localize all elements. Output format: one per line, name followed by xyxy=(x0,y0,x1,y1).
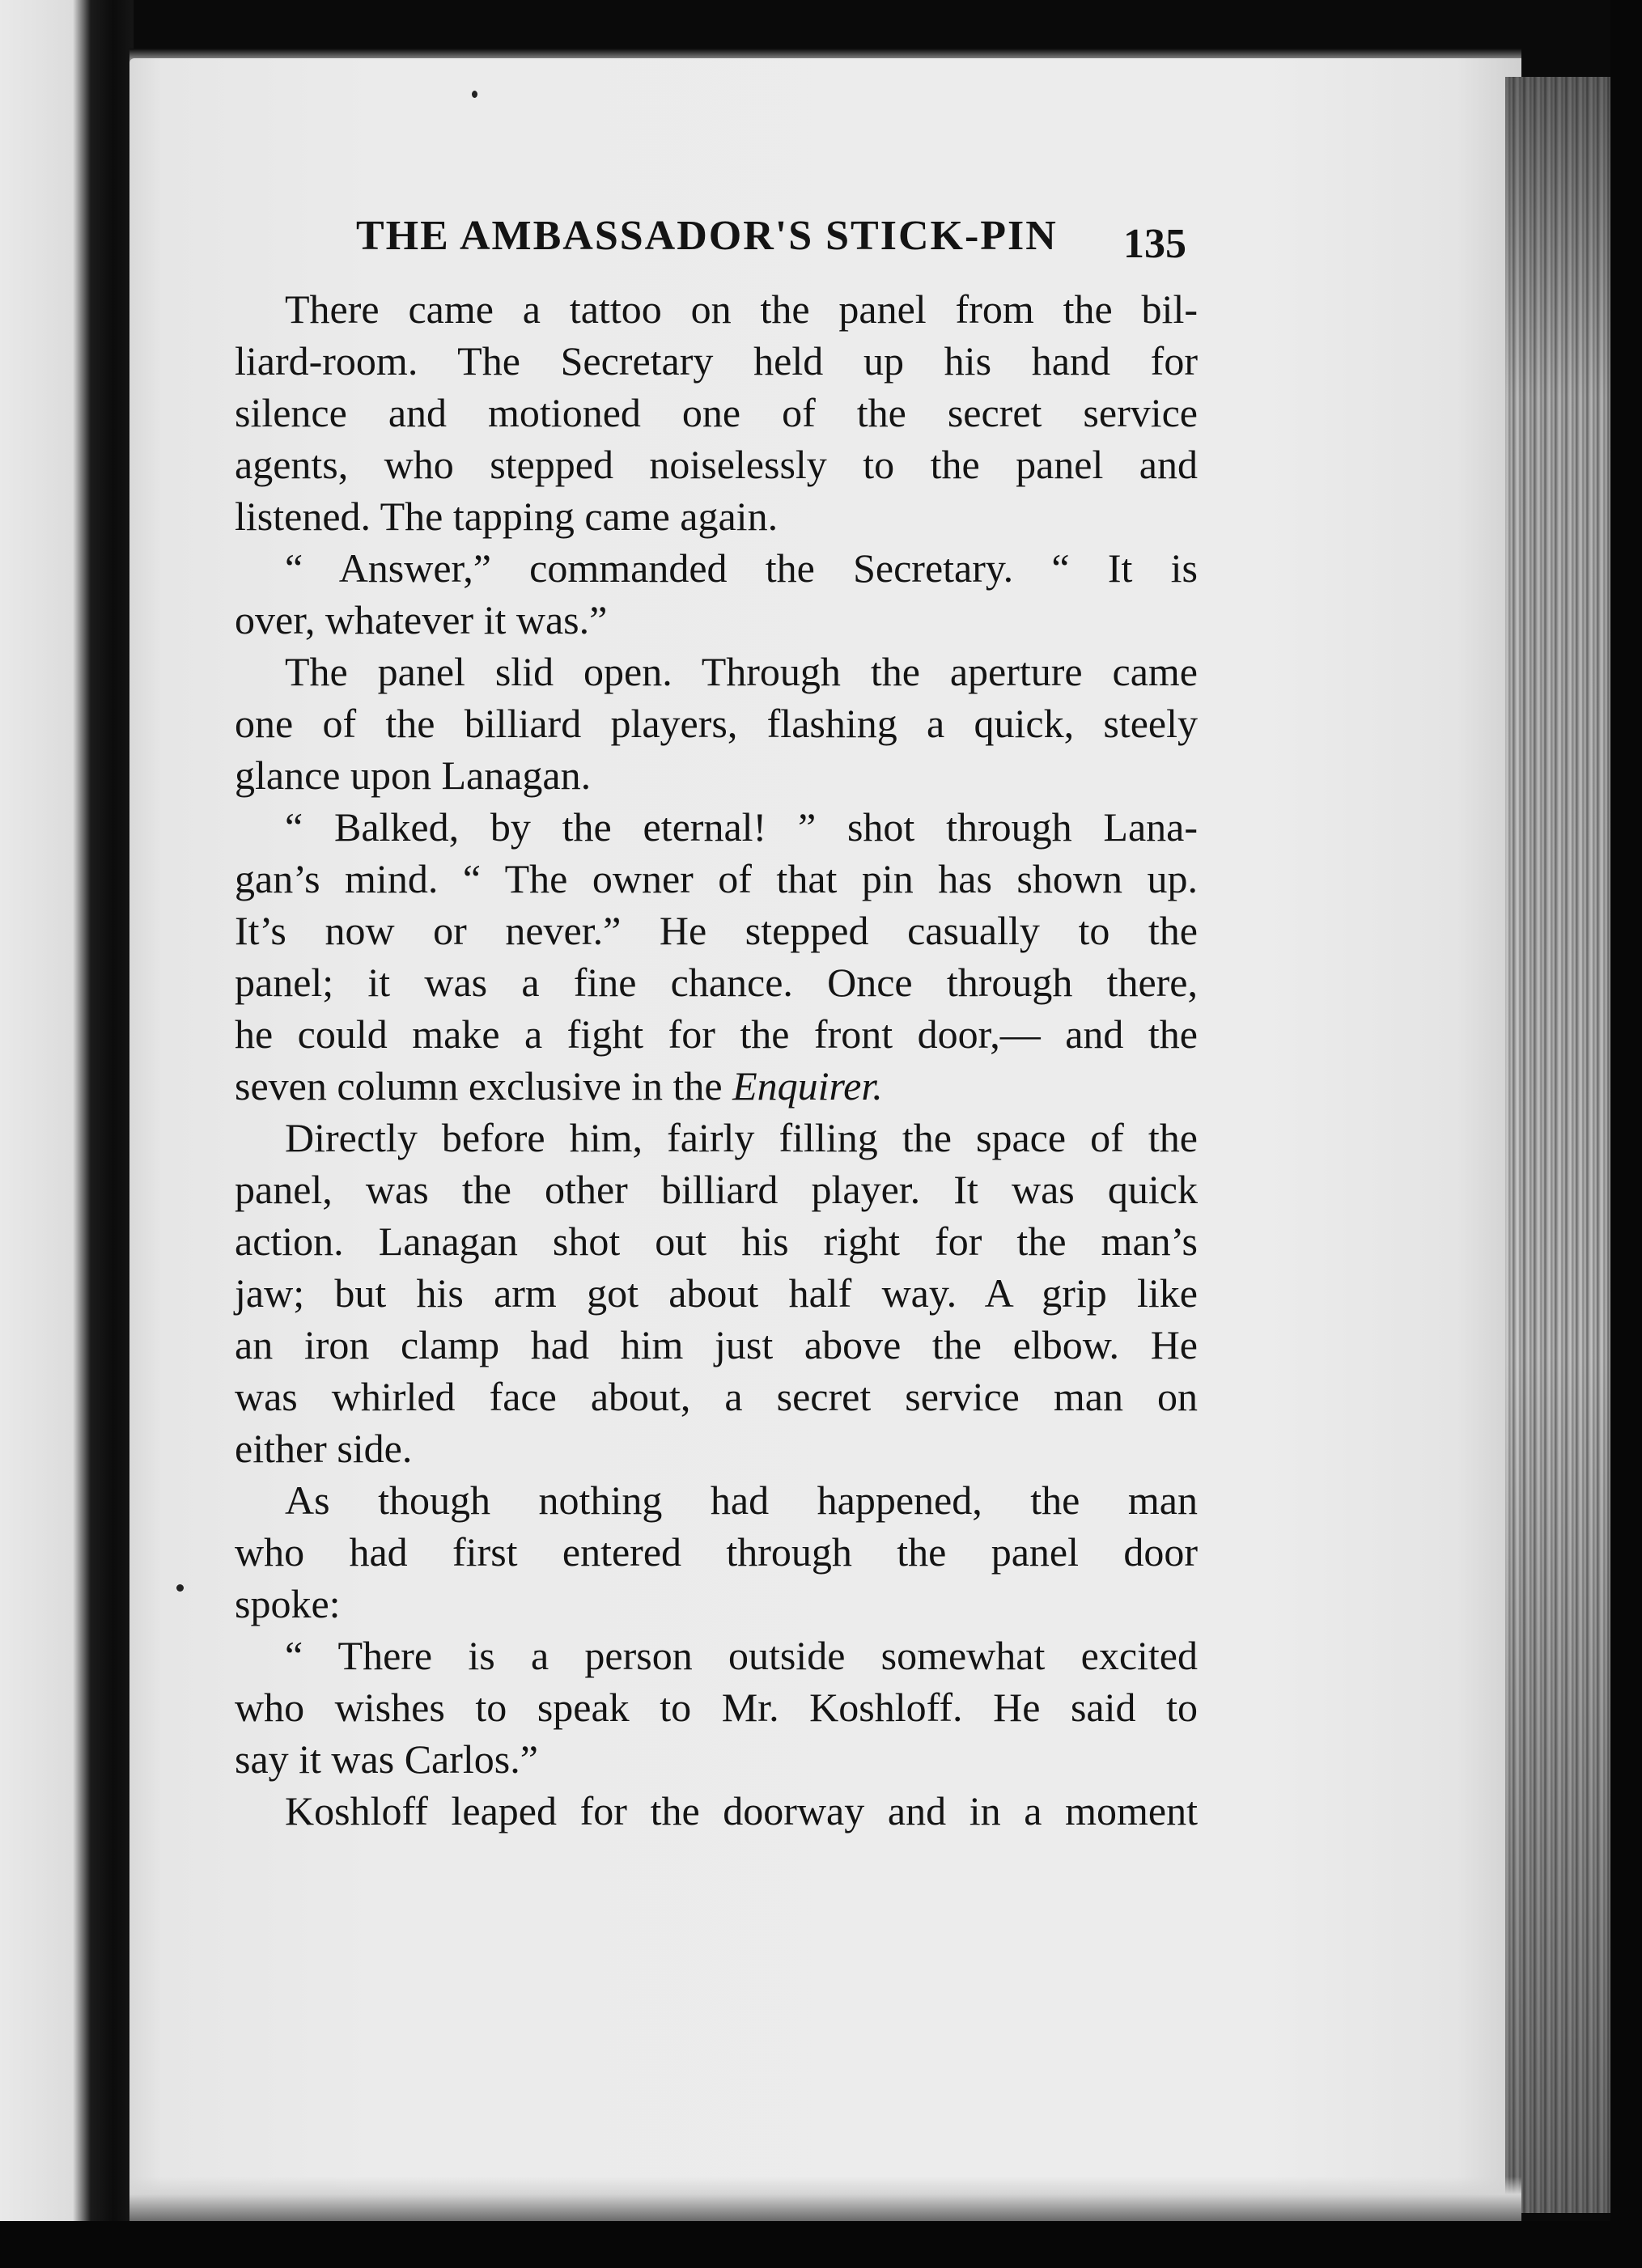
text-line xyxy=(235,490,1198,542)
text-line-content: one of the billiard players, flashing a quick, steely xyxy=(235,701,1198,746)
text-line xyxy=(235,542,1198,594)
book-spine-shadow xyxy=(0,0,134,2268)
text-line xyxy=(235,335,1198,387)
text-line-content: As though nothing had happened, the man xyxy=(285,1477,1198,1523)
text-line xyxy=(235,1008,1198,1060)
text-line-content: was whirled face about, a secret service man on xyxy=(235,1374,1198,1419)
text-line xyxy=(235,439,1198,490)
text-line-content: say it was Carlos.” xyxy=(235,1736,538,1782)
text-line-content: “ There is a person outside somewhat excited xyxy=(285,1633,1198,1678)
text-line xyxy=(235,594,1198,646)
text-line-content: jaw; but his arm got about half way. A grip like xyxy=(235,1270,1198,1316)
text-line-content: The panel slid open. Through the aperture came xyxy=(285,649,1198,694)
text-line-content: “ Balked, by the eternal! ” shot through Lana- xyxy=(285,804,1198,850)
page-edge-shade xyxy=(1505,77,1610,2213)
text-line xyxy=(235,1578,1198,1630)
text-line xyxy=(235,1474,1198,1526)
text-line-content: Koshloff leaped for the doorway and in a moment xyxy=(285,1788,1198,1833)
text-line-content: liard-room. The Secretary held up his hand for xyxy=(235,338,1198,384)
text-line-content: listened. The tapping came again. xyxy=(235,494,779,539)
ink-speck xyxy=(472,91,477,98)
text-line-content: silence and motioned one of the secret service xyxy=(235,390,1198,435)
text-line-content: who wishes to speak to Mr. Koshloff. He said to xyxy=(235,1685,1198,1730)
text-line-content: action. Lanagan shot out his right for the man’s xyxy=(235,1219,1198,1264)
text-line xyxy=(235,697,1198,749)
text-line xyxy=(235,1681,1198,1733)
text-line-content: gan’s mind. “ The owner of that pin has shown up. xyxy=(235,856,1198,901)
text-line xyxy=(235,646,1198,697)
text-line xyxy=(235,1164,1198,1215)
body-text xyxy=(235,283,1198,1837)
text-line xyxy=(235,749,1198,801)
text-line-content: either side. xyxy=(235,1426,413,1471)
text-line xyxy=(235,387,1198,439)
text-line-content: Directly before him, fairly filling the space of the xyxy=(285,1115,1198,1160)
text-line-content: panel; it was a fine chance. Once through there, xyxy=(235,960,1198,1005)
text-line-content: glance upon Lanagan. xyxy=(235,752,592,798)
ink-speck xyxy=(176,1584,184,1592)
text-line xyxy=(235,801,1198,853)
text-line xyxy=(235,1733,1198,1785)
text-line-content: over, whatever it was.” xyxy=(235,597,608,642)
text-line xyxy=(235,1422,1198,1474)
text-line xyxy=(235,1267,1198,1319)
text-line xyxy=(235,1526,1198,1578)
text-line-content: It’s now or never.” He stepped casually to the xyxy=(235,908,1198,953)
text-line-content: There came a tattoo on the panel from the bil- xyxy=(285,286,1198,332)
scan-border-right xyxy=(1610,0,1642,2268)
text-line xyxy=(235,853,1198,905)
text-line xyxy=(235,1630,1198,1681)
text-line-content: panel, was the other billiard player. It was quick xyxy=(235,1167,1198,1212)
text-line xyxy=(235,1785,1198,1837)
page-bottom-edge xyxy=(129,2177,1521,2221)
text-line xyxy=(235,905,1198,956)
text-line-content: agents, who stepped noiselessly to the panel and xyxy=(235,442,1198,487)
scan-border-bottom xyxy=(0,2221,1642,2268)
page-number: 135 xyxy=(1123,221,1186,267)
text-line-content: he could make a fight for the front door,— and the xyxy=(235,1011,1198,1057)
text-line xyxy=(235,283,1198,335)
text-line xyxy=(235,1215,1198,1267)
text-line-content: an iron clamp had him just above the elbow. He xyxy=(235,1322,1198,1367)
running-head: THE AMBASSADOR'S STICK-PIN xyxy=(356,213,1058,259)
text-line-content: who had first entered through the panel door xyxy=(235,1529,1198,1575)
italic-title: Enquirer. xyxy=(732,1063,883,1109)
text-line xyxy=(235,956,1198,1008)
text-line xyxy=(235,1371,1198,1422)
text-line-content: “ Answer,” commanded the Secretary. “ It is xyxy=(285,545,1198,591)
text-line xyxy=(235,1060,1198,1112)
text-line-content: seven column exclusive in the xyxy=(235,1063,733,1109)
text-line-content: spoke: xyxy=(235,1581,341,1626)
text-line xyxy=(235,1112,1198,1164)
text-line xyxy=(235,1319,1198,1371)
